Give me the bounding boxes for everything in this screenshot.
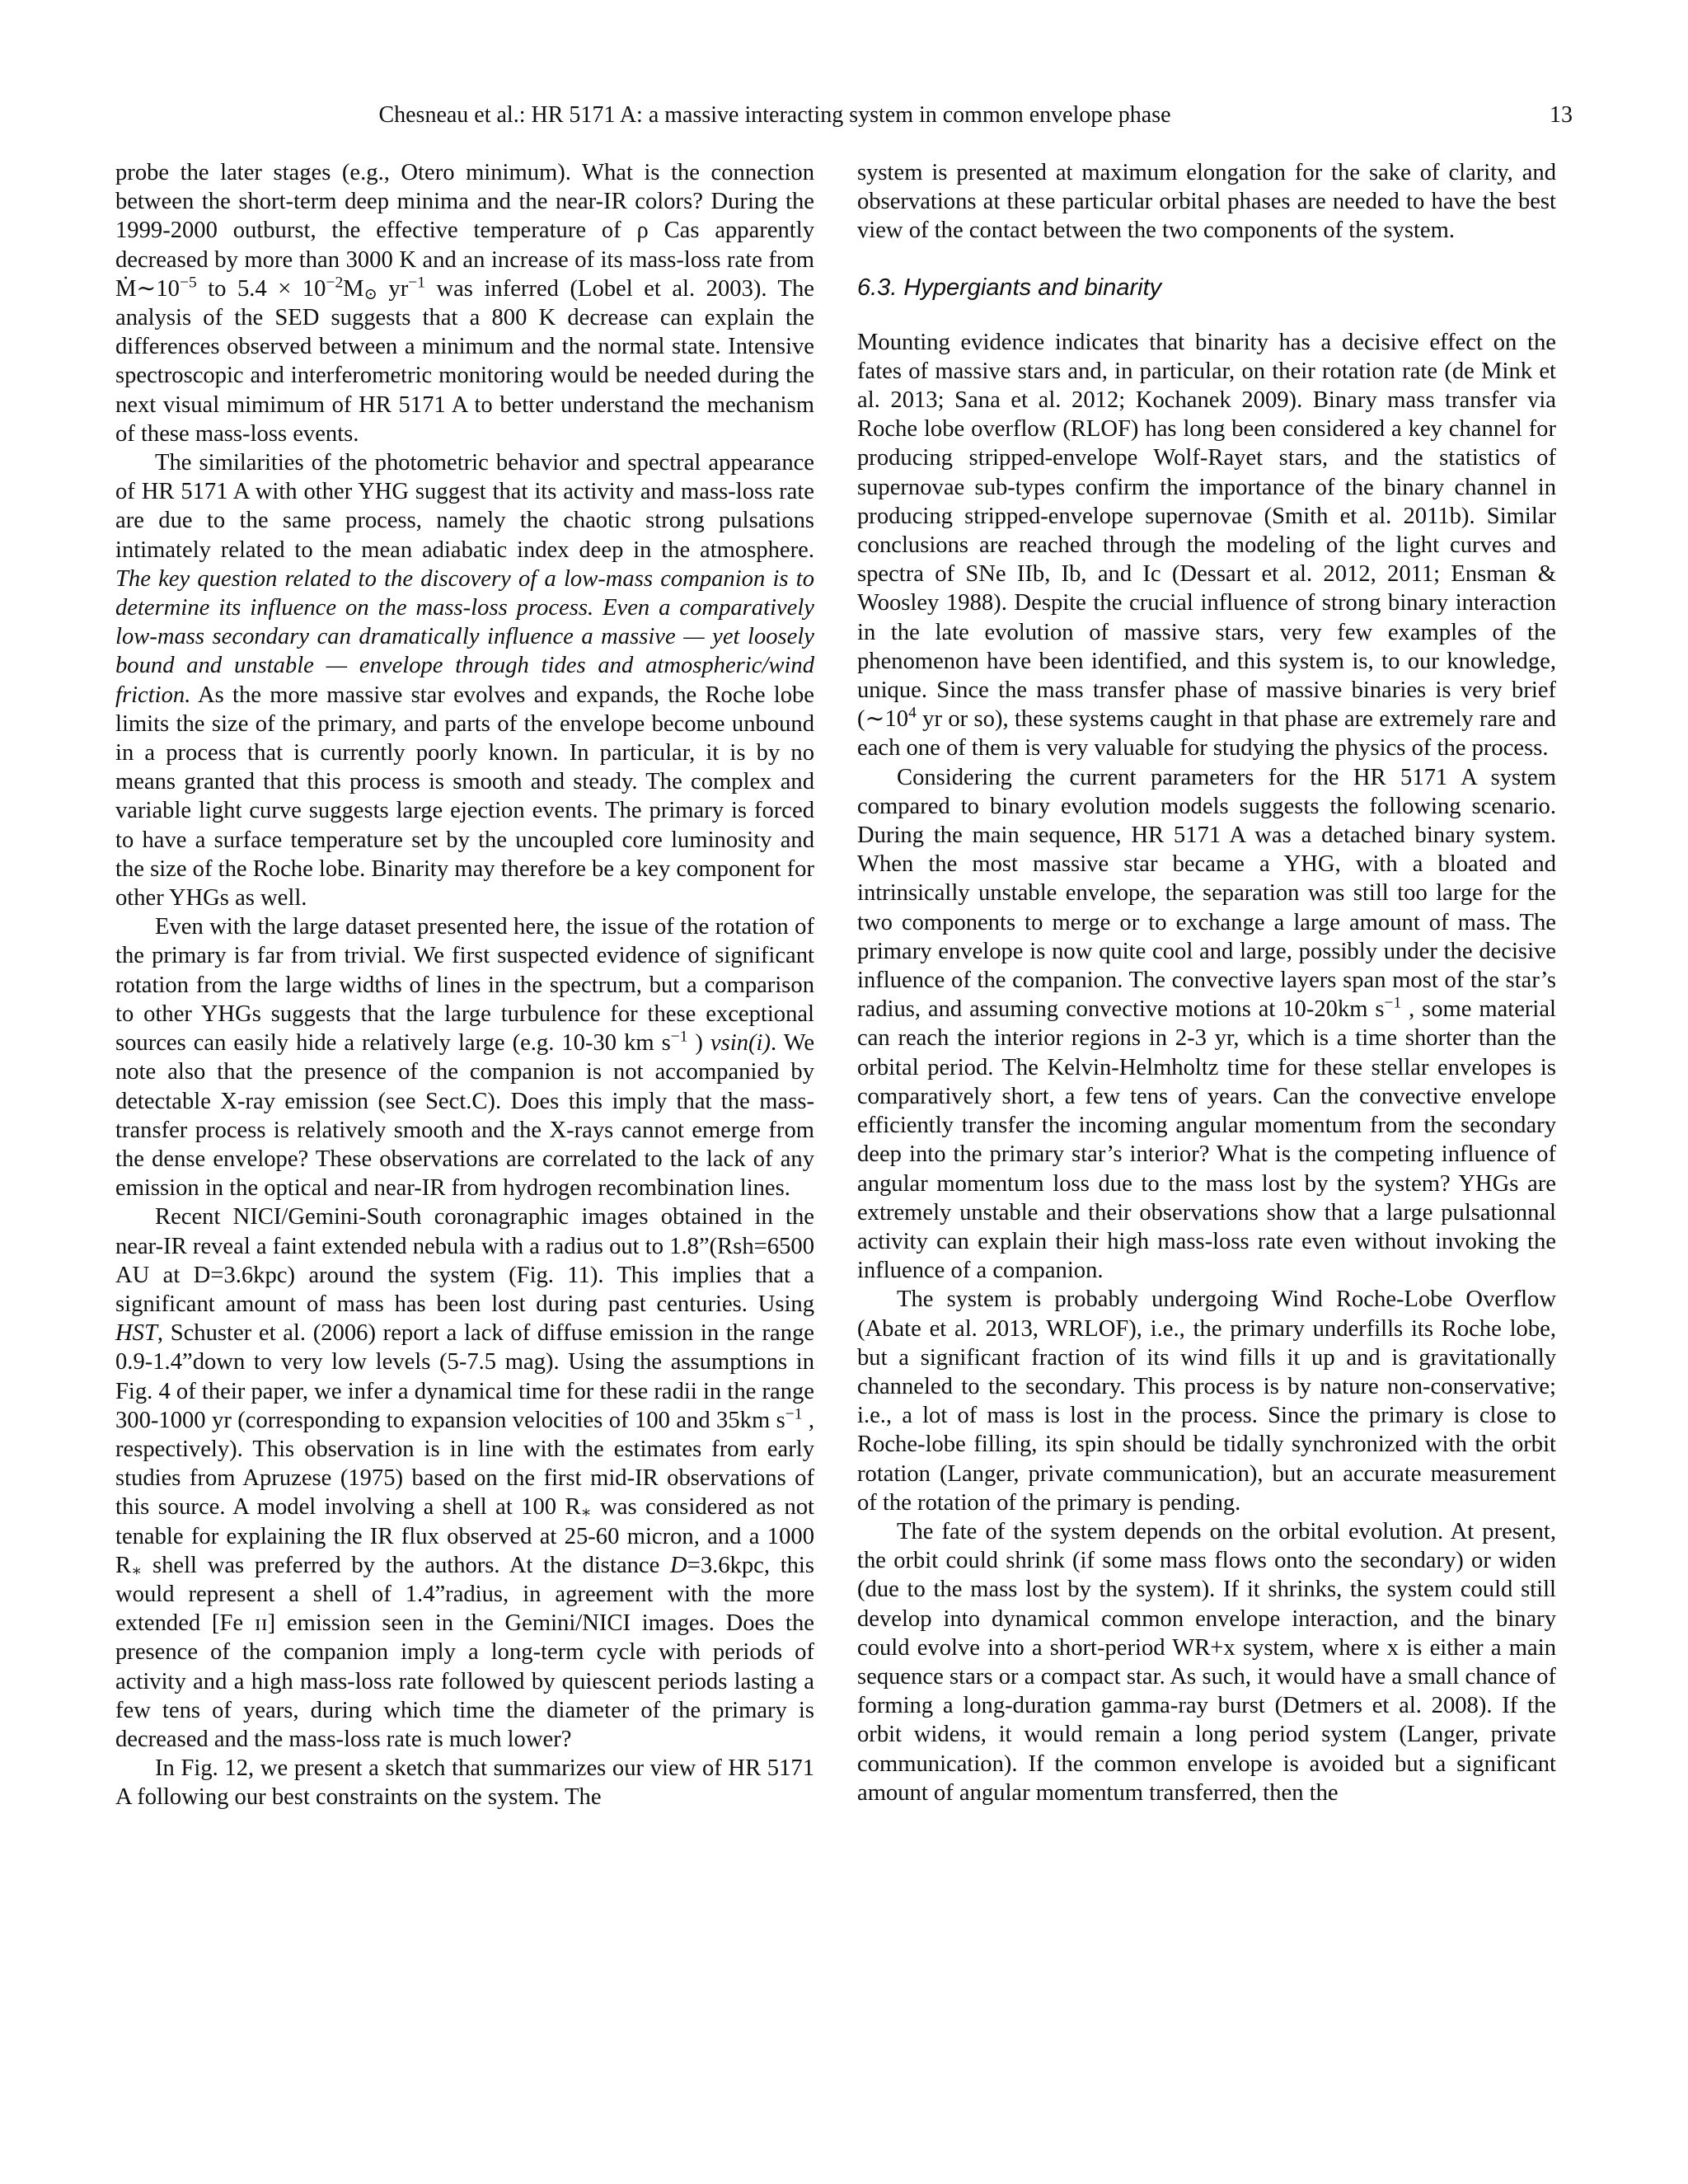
paragraph: The similarities of the photometric behavior and spectral appearance of HR 5171 A with other YHG suggest that its activity and mass-loss rate are due to the same process, namely the chaotic strong pulsations intimately related to the mean adiabatic index deep in the atmosphere. The key question related to the discovery of a low-mass companion is to determine its influence on the mass-loss process. Even a comparatively low-mass secondary can dramatically influence a massive — yet loosely bound and unstable — envelope through tides and atmospheric/wind friction. As the more massive star evolves and expands, the Roche lobe limits the size of the primary, and parts of the envelope become unbound in a process that is currently poorly known. In particular, it is by no means granted that this process is smooth and steady. The complex and variable light curve suggests large ejection events. The primary is forced to have a surface temperature set by the uncoupled core luminosity and the size of the Roche lobe. Binarity may therefore be a key component for other YHGs as well. (115, 450, 814, 912)
paragraph: probe the later stages (e.g., Otero minimum). What is the connection between the short-term deep minima and the near-IR colors? During the 1999-2000 outburst, the effective temperature of ρ Cas apparently decreased by more than 3000 K and an increase of its mass-loss rate from $Ṁ\sim 10^{-5}$ to $5.4 \times 10^{-2}M_⊙$ $yr^{-1}$ was inferred (Lobel et al. 2003). The analysis of the SED suggests that a 800 K decrease can explain the differences observed between a minimum and the normal state. Intensive spectroscopic and interferometric monitoring would be needed during the next visual mimimum of HR 5171 A to better understand the mechanism of these mass-loss events. (115, 160, 814, 447)
right-column (857, 158, 1556, 1807)
paragraph: The fate of the system depends on the orbital evolution. At present, the orbit could shrink (if some mass flows onto the secondary) or widen (due to the mass lost by the system). If it shrinks, the system could still develop into dynamical common envelope interaction, and the binary could evolve into a short-period WR+x system, where x is either a main sequence stars or a compact star. As such, it would have a small chance of forming a long-duration gamma-ray burst (Detmers et al. 2008). If the orbit widens, it would remain a long period system (Langer, private communication). If the common envelope is avoided but a significant amount of angular momentum transferred, then the (857, 1518, 1556, 1806)
running-header (0, 101, 1688, 130)
paragraph: Considering the current parameters for the HR 5171 A system compared to binary evolution models suggests the following scenario. During the main sequence, HR 5171 A was a detached binary system. When the most massive star became a YHG, with a bloated and intrinsically unstable envelope, the separation was still too large for the two components to merge or to exchange a large amount of mass. The primary envelope is now quite cool and large, possibly under the decisive influence of the companion. The convective layers span most of the star’s radius, and assuming convective motions at 10-20km $s^{-1}$ , some material can reach the interior regions in 2-3 yr, which is a time shorter than the orbital period. The Kelvin-Helmholtz time for these stellar envelopes is comparatively short, a few tens of years. Can the convective envelope efficiently transfer the incoming angular momentum from the secondary deep into the primary star’s interior? What is the competing influence of angular momentum loss due to the mass lost by the system? YHGs are extremely unstable and their observations show that a large pulsationnal activity can explain their high mass-loss rate even without invoking the influence of a companion. (857, 764, 1557, 1284)
paragraph: system is presented at maximum elongation for the sake of clarity, and observations at these particular orbital phases are needed to have the best view of the contact between the two components of the system. (857, 160, 1556, 244)
paragraph: The system is probably undergoing Wind Roche-Lobe Overflow (Abate et al. 2013, WRLOF), i.e., the primary underfills its Roche lobe, but a significant fraction of its wind fills it up and is gravitationally channeled to the secondary. This process is by nature non-conservative; i.e., a lot of mass is lost in the process. Since the primary is close to Roche-lobe filling, its spin should be tidally synchronized with the orbit rotation (Langer, private communication), but an accurate measurement of the rotation of the primary is pending. (857, 1286, 1556, 1516)
left-column (115, 158, 814, 1812)
key-question-emphasis: The key question related to the discovery of a low-mass companion is to determine its influence on the mass-loss process. Even a comparatively low-mass secondary can dramatically influence a massive — yet loosely bound and unstable — envelope through tides and atmospheric/wind friction. (115, 565, 814, 708)
section-heading: 6.3. Hypergiants and binarity (857, 274, 1162, 301)
paragraph: Recent NICI/Gemini-South coronagraphic images obtained in the near-IR reveal a faint extended nebula with a radius out to 1.8”(Rsh=6500 AU at D=3.6kpc) around the system (Fig. 11). This implies that a significant amount of mass has been lost during past centuries. Using HST, Schuster et al. (2006) report a lack of diffuse emission in the range 0.9-1.4”down to very low levels (5-7.5 mag). Using the assumptions in Fig. 4 of their paper, we infer a dynamical time for these radii in the range 300-1000 yr (corresponding to expansion velocities of 100 and 35km $s^{-1}$ , respectively). This observation is in line with the estimates from early studies from Apruzese (1975) based on the first mid-IR observations of this source. A model involving a shell at 100 $R_∗$ was considered as not tenable for explaining the IR flux observed at 25-60 micron, and a 1000 $R_∗$ shell was preferred by the authors. At the distance D=3.6kpc, this would represent a shell of 1.4”radius, in agreement with the more extended [Fe ɪɪ] emission seen in the Gemini/NICI images. Does the presence of the companion imply a long-term cycle with periods of activity and a high mass-loss rate followed by quiescent periods lasting a few tens of years, during which time the diameter of the primary is decreased and the mass-loss rate is much lower? (115, 1204, 815, 1752)
page-number: 13 (1550, 102, 1573, 128)
paragraph: Even with the large dataset presented here, the issue of the rotation of the primary is far from trivial. We first suspected evidence of significant rotation from the large widths of lines in the spectrum, but a comparison to other YHGs suggests that the large turbulence for these exceptional sources can easily hide a relatively large (e.g. 10-30 km $s^{-1}$ ) vsin(i). We note also that the presence of the companion is not accompanied by detectable X-ray emission (see Sect.C). Does this imply that the mass-transfer process is relatively smooth and the X-rays cannot emerge from the dense envelope? These observations are correlated to the lack of any emission in the optical and near-IR from hydrogen recombination lines. (115, 914, 815, 1202)
paragraph: In Fig. 12, we present a sketch that summarizes our view of HR 5171 A following our best constraints on the system. The (115, 1755, 814, 1811)
paragraph: Mounting evidence indicates that binarity has a decisive effect on the fates of massive stars and, in particular, on their rotation rate (de Mink et al. 2013; Sana et al. 2012; Kochanek 2009). Binary mass transfer via Roche lobe overflow (RLOF) has long been considered a key channel for producing stripped-envelope Wolf-Rayet stars, and the statistics of supernovae sub-types confirm the importance of the binary channel in producing stripped-envelope supernovae (Smith et al. 2011b). Similar conclusions are reached through the modeling of the light curves and spectra of SNe IIb, Ib, and Ic (Dessart et al. 2012, 2011; Ensman & Woosley 1988). Despite the crucial influence of strong binary interaction in the late evolution of massive stars, very few examples of the phenomenon have been identified, and this system is, to our knowledge, unique. Since the mass transfer phase of massive binaries is very brief ($\sim 10^4$ yr or so), these systems caught in that phase are extremely rare and each one of them is very valuable for studying the physics of the process. (857, 329, 1556, 762)
running-title: Chesneau et al.: HR 5171 A: a massive interacting system in common envelope phase (378, 102, 1171, 128)
